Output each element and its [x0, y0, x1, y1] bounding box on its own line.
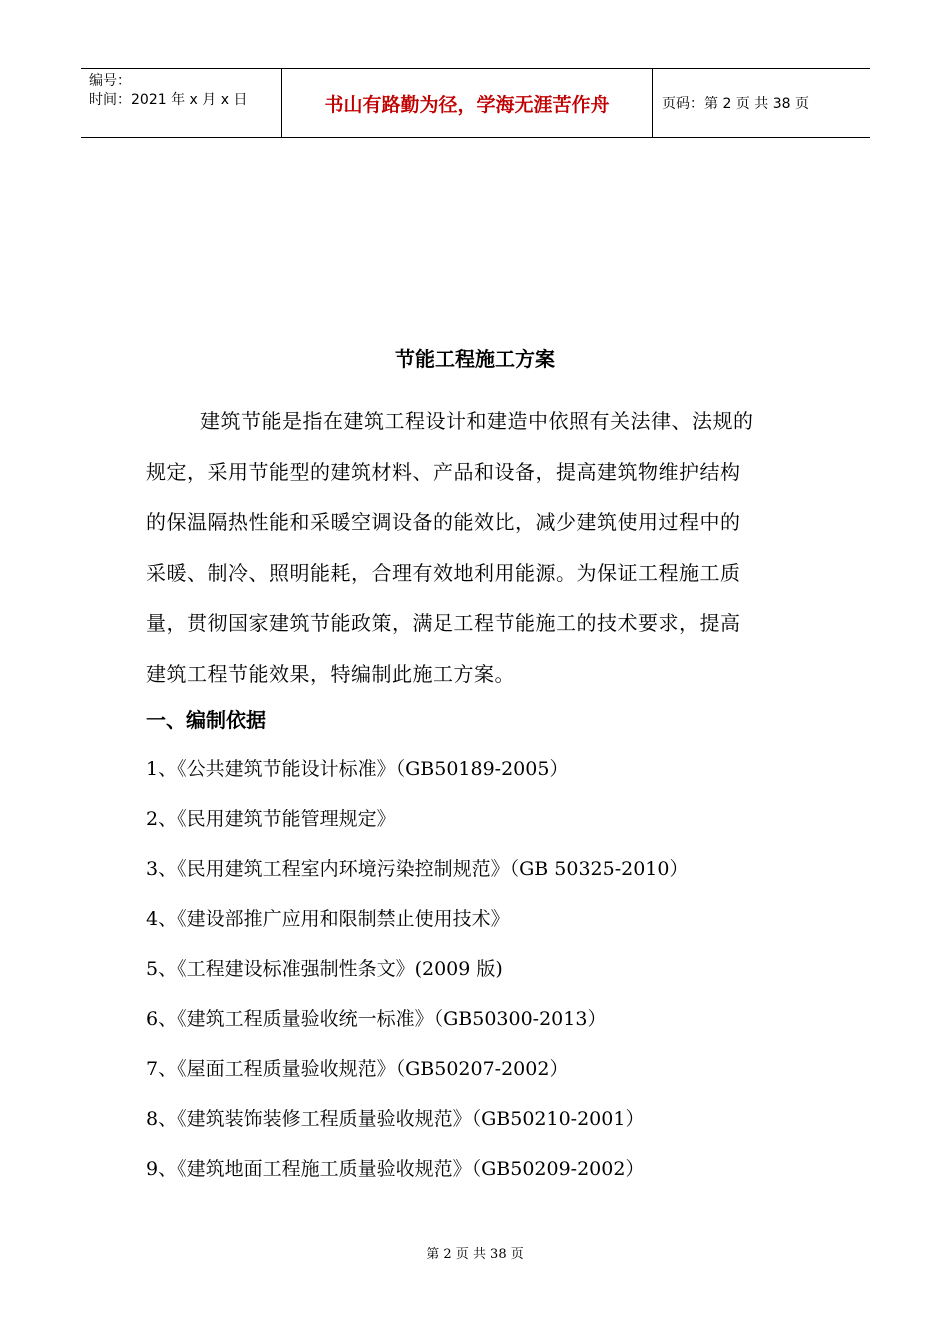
header-table — [81, 68, 870, 138]
reference-item: 1、《公共建筑节能设计标准》（GB50189-2005） — [146, 758, 569, 780]
intro-paragraph — [146, 396, 806, 699]
document-title: 节能工程施工方案 — [395, 347, 555, 371]
reference-list — [146, 754, 689, 1204]
header-motto-cell — [282, 69, 653, 137]
reference-item: 5、《工程建设标准强制性条文》(2009 版) — [146, 958, 503, 980]
reference-item: 6、《建筑工程质量验收统一标准》（GB50300-2013） — [146, 1008, 607, 1030]
motto-text: 书山有路勤为径，学海无涯苦作舟 — [324, 94, 610, 116]
reference-item: 7、《屋面工程质量验收规范》（GB50207-2002） — [146, 1058, 569, 1080]
header-page-cell — [653, 69, 870, 137]
intro-line: 建筑工程节能效果，特编制此施工方案。 — [146, 661, 515, 686]
intro-line: 规定，采用节能型的建筑材料、产品和设备，提高建筑物维护结构 — [146, 459, 741, 484]
intro-line: 量，贯彻国家建筑节能政策，满足工程节能施工的技术要求，提高 — [146, 611, 741, 635]
reference-item: 2、《民用建筑节能管理规定》 — [146, 808, 396, 830]
reference-item: 3、《民用建筑工程室内环境污染控制规范》（GB 50325-2010） — [146, 858, 689, 880]
header-meta-cell — [81, 69, 282, 137]
page-footer: 第 2 页 共 38 页 — [426, 1247, 524, 1262]
section-heading-basis: 一、编制依据 — [146, 708, 266, 732]
reference-item: 9、《建筑地面工程施工质量验收规范》（GB50209-2002） — [146, 1158, 645, 1180]
time-label: 时间：2021 年 x 月 x 日 — [89, 92, 248, 108]
intro-line: 采暖、制冷、照明能耗，合理有效地利用能源。为保证工程施工质 — [146, 560, 741, 585]
intro-line: 建筑节能是指在建筑工程设计和建造中依照有关法律、法规的 — [200, 409, 754, 433]
reference-item: 8、《建筑装饰装修工程质量验收规范》（GB50210-2001） — [146, 1108, 645, 1130]
page-info: 页码：第 2 页 共 38 页 — [662, 96, 809, 112]
number-label: 编号： — [89, 73, 131, 89]
reference-item: 4、《建设部推广应用和限制禁止使用技术》 — [146, 908, 510, 930]
intro-line: 的保温隔热性能和采暖空调设备的能效比，减少建筑使用过程中的 — [146, 510, 741, 534]
